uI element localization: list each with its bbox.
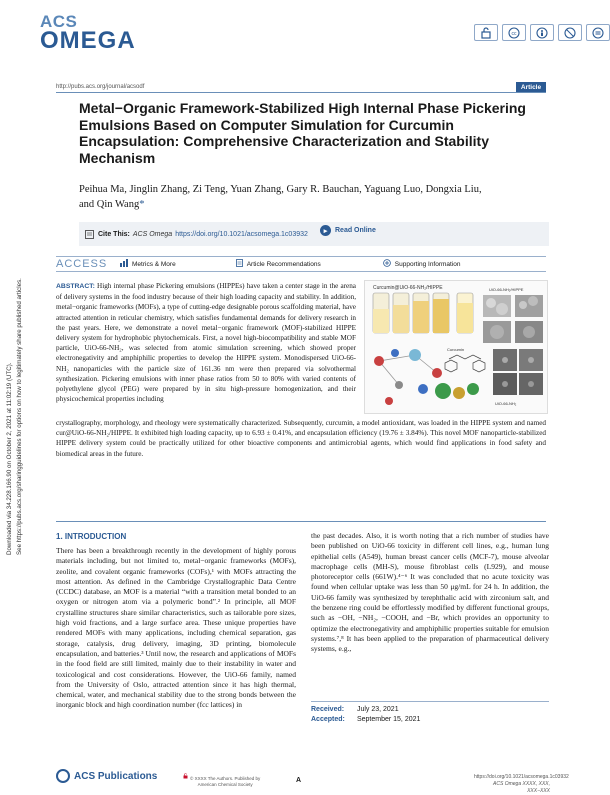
supporting-info-label: Supporting Information [394,260,461,268]
download-notice-line-1: Downloaded via 34.228.166.90 on October 2, 2021 at 11:02:19 (UTC). [6,362,13,555]
header-rule [56,92,546,93]
cc-by-icon[interactable] [530,24,554,41]
copyright-line-2: American Chemical Society [197,781,253,787]
intro-left-column: There has been a breakthrough recently in the development of highly porous materials including, but not limited to, metal−organic frameworks (MOFs), zeolite, and covalent organic frameworks (COFs),¹ with MOFs attracting the most attention. As defined in the Cambridge Crystallographic Data Centre (CCDC) database, an MOF is a material “with a transition metal bonded to an oxygen or nitrogen atom via a polymeric bond”.² In principle, all MOF crystalline structures share similar characteristics, such as tailorable pore sizes, high void fractions, and a large surface area. These unique properties have rendered MOFs with many applications, including chemical separation, gas storage, catalysis, drug delivery, imaging, 3D printing, biomolecule encapsulation, and batteries.³ Until now, the research and applications of MOFs in the food field are still limited, mainly due to their instability in water and toxicological and cost considerations. However, the UiO-66 family, named from the University of Oslo, attracted attention since it has high thermal, chemical, water, and mechanical stability due to the strong bonds between the inorganic block and high coordination number (fcc lattices) in [56,546,296,710]
toc-label-top: UiO-66-NH₂/HIPPE [489,287,524,292]
nd-icon[interactable] [586,24,610,41]
cite-doi-link[interactable]: https://doi.org/10.1021/acsomega.1c03932 [175,230,308,238]
abstract-text-full-width: crystallography, morphology, and rheology were systematically characterized. Subsequently, curcumin, a model antioxidant, was loaded in the HIPPE system and named cur@UiO-66-NH₂/HIPPE. It exhibited high loading capacity, up to 6.93 ± 0.41%, and encapsulation efficiency (19.76 ± 3.84%). This novel MOF nanoparticle-stabilized HIPPE delivery system could be practically utilized for other bioactive components and antimicrobial agents, which would find applications in food safety and biomedical areas in the future. [56,419,546,458]
license-icons [474,24,610,41]
acs-publications-logo[interactable] [56,769,157,783]
toc-illustration [365,281,549,415]
download-notice [4,230,34,560]
article-title: Metal−Organic Framework-Stabilized High Internal Phase Pickering Emulsions Based on Computer Simulation for Curcumin Encapsulation: Comprehensive Characterization and Stability Mechanism [79,100,526,166]
footer-citation [474,774,569,795]
particle-model [435,383,479,399]
nc-icon[interactable] [558,24,582,41]
toc-label-bottom: UiO-66-NH₂ [495,401,517,406]
metrics-label: Metrics & More [132,260,176,268]
access-label: ACCESS [56,258,108,270]
page-number: A [296,777,302,784]
journal-url[interactable]: http://pubs.acs.org/journal/acsodf [56,84,145,90]
abstract-column [56,281,356,404]
svg-text:cc: cc [511,30,517,37]
download-notice-line-2: See https://pubs.acs.org/sharingguidelines for options on how to legitimately share published articles. [16,278,23,555]
acs-publications-label: ACS Publications [74,770,158,782]
accepted-label: Accepted: [311,716,345,723]
toc-label-mid: Curcumin [447,347,465,352]
toc-title: Curcumin@UiO-66-NH₂/HIPPE [373,285,443,291]
copyright-line-1: © XXXX The Authors. Published by [190,776,261,781]
footer-doi[interactable]: https://doi.org/10.1021/acsomega.1c03932 [474,774,569,780]
logo-omega-text: OMEGA [40,27,136,54]
emulsion-vials [373,293,473,333]
abstract-label: ABSTRACT: [56,283,95,290]
article-type-badge: Article [516,82,546,93]
bar-chart-icon [120,259,128,269]
micrograph-images [483,295,543,343]
corresponding-author-mark[interactable]: * [139,198,145,210]
cite-box [79,222,549,246]
article-dates [311,701,549,725]
access-bar [56,256,546,272]
abstract-rule [56,521,546,522]
footer-journal-ref: ACS Omega XXXX, XXX, XXX−XXX [493,781,550,794]
supporting-info-button[interactable] [383,259,461,269]
intro-right-column: the past decades. Also, it is worth noting that a rich number of studies have been published on UiO-66 toxicity in different cell lines, e.g., human lung epithelial cells (A549), human breast cancer cells (MCF-7), mouse alveolar macrophage cells (MH-S), mouse fibroblast cells (L929), and mouse photoreceptor cells (661W).⁴⁻⁶ It was concluded that no acute toxicity was found when cellular uptake was less than 50 μg/mL for 24 h. In addition, the UiO-66 family was synthesized by terephthalic acid with zirconium salt, and the benzene ring could be effortlessly modified by different functional groups, such as −OH, −NH₂, −COOH, and −Br, which provides an opportunity to optimize the electronegativity and amphiphilic properties suitable for emulsion systems.⁷,⁸ It has been applied to the preparation of pharmaceutical delivery systems, e.g., [311,531,549,654]
received-date: July 23, 2021 [356,706,399,713]
acs-publications-icon [56,769,70,783]
copyright-open-access-icon [183,773,188,779]
accepted-date: September 15, 2021 [356,716,421,723]
nanoparticle-images [493,349,543,395]
read-online-icon: ▸ [320,225,331,236]
copyright-notice [190,776,260,787]
received-row [311,705,549,715]
cite-label: Cite This: [98,230,130,238]
creative-commons-icon[interactable] [502,24,526,41]
cite-icon [85,230,94,239]
author-list [79,183,499,212]
recommendations-button[interactable] [236,259,321,269]
accepted-row [311,715,549,725]
journal-logo [40,14,136,52]
molecular-structure [374,349,442,405]
read-online-button[interactable] [320,225,376,236]
open-access-icon[interactable] [474,24,498,41]
toc-graphic [364,280,548,414]
recommendations-label: Article Recommendations [246,260,321,268]
curcumin-structure [445,355,485,372]
article-icon [236,259,243,269]
abstract-text-part1: High internal phase Pickering emulsions (HIPPEs) have taken a center stage in the arena of delivery systems in the food industry because of their high loading capacity and stability. In addition, metal−organic frameworks (MOFs), a type of cutting-edge designable porous scaffolding material, have attracted attention in reticular chemistry, which satisfies fundamental demands for delivery research in the past years. Here, we demonstrate a novel metal−organic framework (MOF)-stabilized HIPPE delivery system for hydrophobic phytochemicals. First, a novel high-biocompatibility and stable MOF particle, UiO-66-NH₂, was selected from atomic simulation screening, which showed proper electronegativity and amphiphilic properties to develop the HIPPE system. Monodispersed UiO-66-NH₂ nanoparticles with the particle size of 161.36 nm were then prepared via solvothermal synthesization. Pickering emulsions with inner phase ratios from 50 to 80% with varied contents of polyethylene glycol (PEG) were prepared by in situ high-pressure homogenization, and their physicochemical properties including [56,282,356,404]
received-label: Received: [311,706,345,713]
read-online-label: Read Online [335,227,376,234]
authors-text: Peihua Ma, Jinglin Zhang, Zi Teng, Yuan Zhang, Gary R. Bauchan, Yaguang Luo, Dongxia Liu, and Qin Wang [79,184,482,210]
metrics-button[interactable] [120,259,176,269]
supporting-info-icon [383,259,391,269]
cite-journal: ACS Omega [132,230,173,238]
logo-acs-text: ACS [40,12,78,31]
section-heading-introduction: 1. INTRODUCTION [56,532,127,541]
